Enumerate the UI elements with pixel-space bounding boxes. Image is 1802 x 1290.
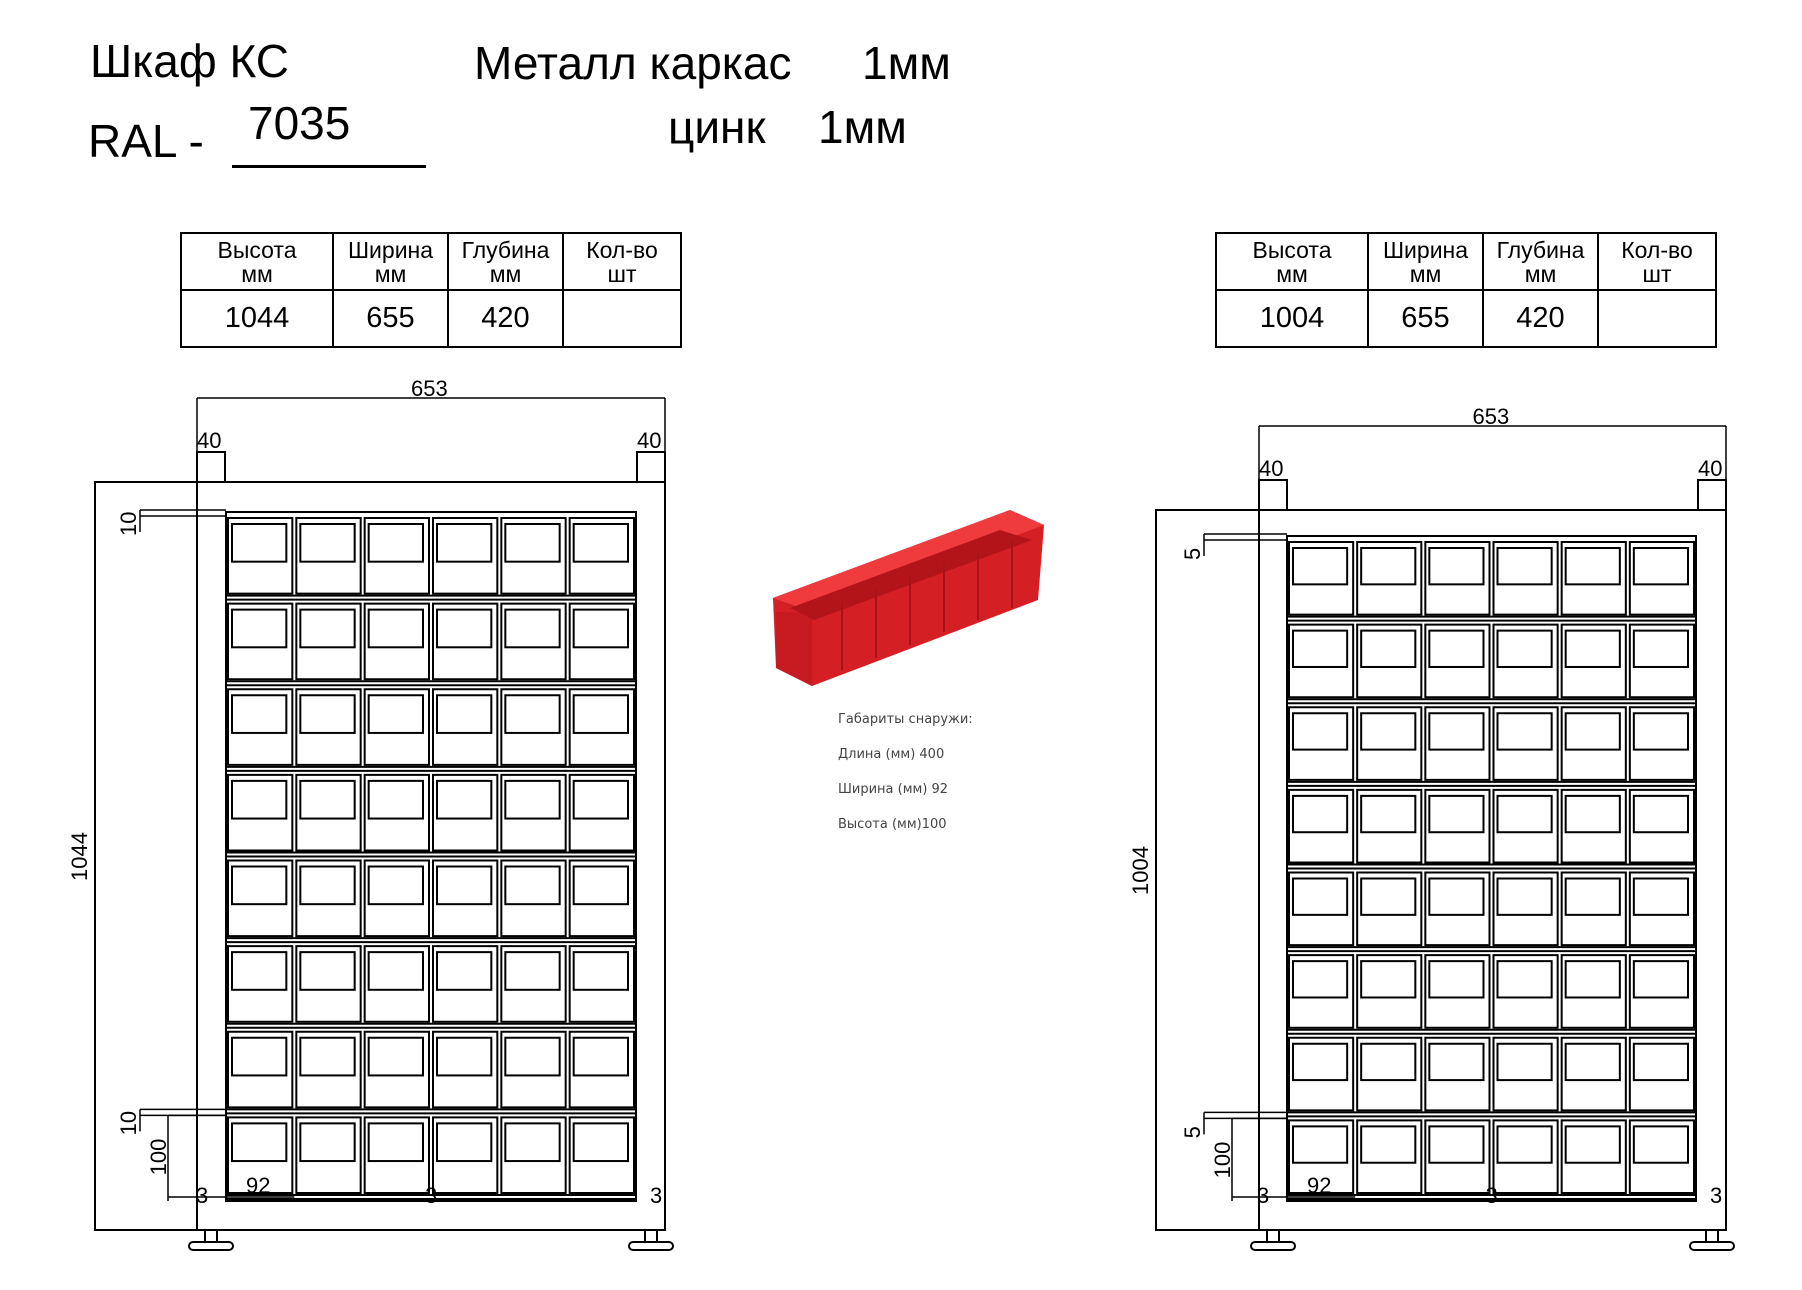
width-label: 653 (1472, 404, 1510, 429)
bin-slot (1425, 955, 1489, 1028)
bin-label-window (1293, 548, 1347, 584)
shelf-frame (226, 512, 636, 1201)
bin-slot (501, 861, 565, 937)
bin-label-window (574, 695, 628, 733)
bin-slot (1562, 707, 1626, 780)
bin-label-window (369, 952, 423, 990)
foot-stem (205, 1230, 217, 1242)
bin-label-window (1634, 631, 1688, 667)
header-quantity: Кол-во шт (1598, 233, 1716, 290)
bin-slot (570, 1032, 634, 1108)
bin-slot (433, 1032, 497, 1108)
left-post-label: 40 (1259, 456, 1284, 481)
bin-label-window (1293, 713, 1347, 749)
bin-slot (501, 946, 565, 1022)
value-height: 1004 (1216, 290, 1368, 347)
bin-slot (365, 1117, 429, 1193)
value-depth: 420 (1483, 290, 1598, 347)
metal-frame-label: Металл каркас (474, 37, 792, 89)
bin-slot (1630, 1120, 1694, 1193)
bin-slot (433, 861, 497, 937)
bin-slot (1494, 790, 1558, 863)
side-gap-right-label: 3 (650, 1183, 663, 1208)
bin-slot (228, 861, 292, 937)
bin-label-window (232, 610, 286, 648)
bin-slot (1630, 1038, 1694, 1111)
ral-value: 7035 (248, 97, 351, 149)
bin-height-label: 100 (1210, 1141, 1235, 1179)
bin-label-window (1566, 1126, 1620, 1162)
bin-label-window (232, 1123, 286, 1161)
bin-slot (228, 946, 292, 1022)
bin-slot (1425, 542, 1489, 615)
top-gap-label: 5 (1180, 547, 1205, 560)
cabinet-drawing-left (67, 376, 673, 1250)
bin-label-window (1361, 1126, 1415, 1162)
bin-slot (365, 689, 429, 765)
bin-slot (365, 518, 429, 594)
bin-slot (433, 775, 497, 851)
bin-slot (1630, 625, 1694, 698)
bin-label-window (1361, 1044, 1415, 1080)
bin-slot (296, 1032, 360, 1108)
bin-slot (1425, 1038, 1489, 1111)
bin-slot (1562, 542, 1626, 615)
bin-slot (501, 1117, 565, 1193)
bin-slot (296, 1117, 360, 1193)
bin-end-face (776, 612, 812, 686)
bin-slot (570, 689, 634, 765)
foot-stem (1706, 1230, 1718, 1242)
bin-slot (1562, 1120, 1626, 1193)
bin-slot (1630, 790, 1694, 863)
bin-label-window (232, 867, 286, 905)
bin-slot (501, 1032, 565, 1108)
value-width: 655 (1368, 290, 1483, 347)
bin-label-window (1293, 631, 1347, 667)
bin-slot (228, 1117, 292, 1193)
side-gap-left-label: 3 (1257, 1183, 1270, 1208)
bin-width: Ширина (мм) 92 (838, 782, 949, 797)
bin-label-window (574, 1123, 628, 1161)
header-depth: Глубина мм (448, 233, 563, 290)
bin-label-window (574, 524, 628, 562)
bin-slot (296, 518, 360, 594)
bin-slot (570, 861, 634, 937)
bin-label-window (1361, 713, 1415, 749)
bin-label-window (1566, 796, 1620, 832)
bin-label-window (1429, 1044, 1483, 1080)
bin-label-window (574, 867, 628, 905)
foot-pad (1251, 1242, 1295, 1250)
red-bin-image (773, 510, 1044, 686)
bin-label-window (574, 952, 628, 990)
height-label: 1044 (67, 832, 92, 881)
bin-label-window (1498, 548, 1552, 584)
bin-slot (1357, 542, 1421, 615)
bin-label-window (1429, 631, 1483, 667)
post-left-top (1259, 480, 1287, 510)
bin-slot (1289, 1120, 1353, 1193)
bin-label-window (300, 610, 354, 648)
bin-inner (790, 530, 1032, 620)
bin-label-window (1566, 879, 1620, 915)
bin-slot (1562, 625, 1626, 698)
bin-label-window (1429, 796, 1483, 832)
bin-slot (296, 775, 360, 851)
width-label: 653 (411, 376, 448, 401)
bin-slot (365, 861, 429, 937)
bin-label-window (1566, 631, 1620, 667)
bin-label-window (1566, 548, 1620, 584)
bin-slot (501, 689, 565, 765)
bin-slot (1289, 955, 1353, 1028)
bin-slot (1357, 1038, 1421, 1111)
bin-label-window (1361, 796, 1415, 832)
bin-label-window (1293, 1126, 1347, 1162)
bin-width-label: 92 (246, 1173, 271, 1198)
bin-slot (1494, 1120, 1558, 1193)
bin-label-window (437, 781, 491, 819)
bin-slot (228, 775, 292, 851)
bin-label-window (300, 867, 354, 905)
bin-label-window (369, 695, 423, 733)
foot-pad (629, 1242, 673, 1250)
bin-label-window (437, 952, 491, 990)
bin-height: Высота (мм)100 (838, 817, 947, 832)
bin-slot (1562, 790, 1626, 863)
bin-label-window (1566, 713, 1620, 749)
post-right-top (1698, 480, 1726, 510)
bin-label-window (505, 524, 559, 562)
bin-label-window (437, 695, 491, 733)
bin-slot (365, 946, 429, 1022)
side-gap-left-label: 3 (196, 1183, 209, 1208)
bin-slot (1289, 707, 1353, 780)
bin-label-window (1566, 1044, 1620, 1080)
bin-slot (501, 518, 565, 594)
bin-label-window (1498, 879, 1552, 915)
right-post-label: 40 (1698, 456, 1723, 481)
bin-slot (433, 1117, 497, 1193)
bin-label-window (1429, 713, 1483, 749)
bin-slot (296, 861, 360, 937)
bin-label-window (369, 781, 423, 819)
bin-label-window (1429, 879, 1483, 915)
bin-slot (1357, 955, 1421, 1028)
bin-label-window (1634, 796, 1688, 832)
metal-frame-thickness: 1мм (862, 37, 951, 89)
bin-label-window (1498, 961, 1552, 997)
foot-pad (1690, 1242, 1734, 1250)
foot-pad (189, 1242, 233, 1250)
bin-slot (501, 775, 565, 851)
bin-label-window (369, 1038, 423, 1076)
bin-slot (433, 946, 497, 1022)
bin-slot (1289, 790, 1353, 863)
bin-slot (1494, 873, 1558, 946)
bin-label-window (1498, 1126, 1552, 1162)
bin-slot (1630, 707, 1694, 780)
bin-label-window (1634, 1044, 1688, 1080)
top-gap-label: 10 (116, 511, 141, 536)
bin-label-window (300, 695, 354, 733)
bin-label-window (1361, 631, 1415, 667)
bin-slot (1425, 1120, 1489, 1193)
post-left-top (197, 452, 225, 482)
bin-label-window (369, 867, 423, 905)
bin-label-window (1498, 796, 1552, 832)
bin-slot (1357, 1120, 1421, 1193)
bin-label-window (232, 695, 286, 733)
bin-slot (501, 604, 565, 680)
bin-slot (228, 1032, 292, 1108)
bin-label-window (505, 781, 559, 819)
bin-slot (570, 518, 634, 594)
height-label: 1004 (1128, 846, 1153, 895)
zinc-label: цинк (668, 101, 766, 153)
bin-label-window (232, 1038, 286, 1076)
header-width: Ширина мм (333, 233, 448, 290)
bin-slot (1425, 625, 1489, 698)
bin-slot (1357, 790, 1421, 863)
zinc-thickness: 1мм (818, 101, 907, 153)
bin-label-window (232, 524, 286, 562)
bin-length: Длина (мм) 400 (838, 747, 945, 762)
bin-slot (1630, 873, 1694, 946)
bin-label-window (369, 1123, 423, 1161)
bin-slot (570, 604, 634, 680)
bin-slot (296, 689, 360, 765)
bin-label-window (437, 1038, 491, 1076)
bin-width-label: 92 (1307, 1173, 1332, 1198)
bin-label-window (1566, 961, 1620, 997)
bin-slot (296, 604, 360, 680)
bin-label-window (1498, 631, 1552, 667)
mid-gap-label: 3 (425, 1183, 438, 1208)
value-quantity[interactable] (563, 290, 681, 347)
cabinet-drawing-right (1128, 404, 1734, 1250)
bin-label-window (1634, 961, 1688, 997)
bin-slot (365, 775, 429, 851)
bin-label-window (300, 524, 354, 562)
foot-stem (1267, 1230, 1279, 1242)
bin-label-window (369, 610, 423, 648)
value-depth: 420 (448, 290, 563, 347)
bin-slot (1357, 873, 1421, 946)
bin-label-window (1634, 1126, 1688, 1162)
header-height: Высота мм (181, 233, 333, 290)
bin-slot (1494, 542, 1558, 615)
bin-label-window (505, 695, 559, 733)
bin-label-window (300, 952, 354, 990)
bin-rim (773, 510, 1044, 612)
side-gap-right-label: 3 (1710, 1183, 1723, 1208)
bin-slot (1357, 707, 1421, 780)
bin-slot (1289, 873, 1353, 946)
bin-slot (433, 518, 497, 594)
bin-label-window (437, 524, 491, 562)
bin-label-window (1361, 879, 1415, 915)
value-quantity[interactable] (1598, 290, 1716, 347)
bin-slot (1425, 790, 1489, 863)
bin-slot (433, 689, 497, 765)
bin-slot (1289, 542, 1353, 615)
bin-slot (365, 604, 429, 680)
bin-label-window (1429, 1126, 1483, 1162)
bin-label-window (1361, 548, 1415, 584)
bin-label-window (300, 781, 354, 819)
bin-label-window (437, 867, 491, 905)
bin-slot (1494, 625, 1558, 698)
bin-slot (228, 604, 292, 680)
spec-table-left (180, 232, 682, 348)
left-post-label: 40 (197, 428, 222, 453)
bin-slot (570, 1117, 634, 1193)
ral-label: RAL - (88, 115, 204, 167)
bin-label-window (1634, 713, 1688, 749)
bin-slot (570, 775, 634, 851)
bin-slot (570, 946, 634, 1022)
bin-label-window (1293, 1044, 1347, 1080)
bottom-gap-label: 5 (1180, 1126, 1205, 1139)
bin-caption: Габариты снаружи: (838, 712, 973, 727)
bottom-gap-label: 10 (116, 1110, 141, 1136)
bin-label-window (1498, 1044, 1552, 1080)
mid-gap-label: 3 (1485, 1183, 1498, 1208)
bin-slot (296, 946, 360, 1022)
bin-slot (1494, 707, 1558, 780)
bin-slot (1562, 1038, 1626, 1111)
bin-label-window (369, 524, 423, 562)
bin-slot (228, 689, 292, 765)
bin-label-window (505, 1123, 559, 1161)
cabinet-title: Шкаф КС (90, 35, 290, 87)
bin-label-window (300, 1038, 354, 1076)
bin-height-label: 100 (146, 1138, 171, 1176)
bin-label-window (1361, 961, 1415, 997)
bin-label-window (232, 952, 286, 990)
bin-slot (1289, 1038, 1353, 1111)
shelf-frame (1287, 536, 1696, 1201)
ral-underline (232, 165, 426, 168)
right-post-label: 40 (637, 428, 662, 453)
bin-label-window (505, 952, 559, 990)
bin-label-window (1293, 961, 1347, 997)
bin-label-window (1634, 879, 1688, 915)
bin-label-window (1429, 961, 1483, 997)
bin-slot (228, 518, 292, 594)
bin-slot (1562, 955, 1626, 1028)
value-height: 1044 (181, 290, 333, 347)
cabinet-body (95, 482, 665, 1230)
bin-label-window (437, 1123, 491, 1161)
bin-label-window (1498, 713, 1552, 749)
bin-slot (1357, 625, 1421, 698)
bin-label-window (574, 781, 628, 819)
bin-front-face (773, 510, 1044, 686)
bin-label-window (1429, 548, 1483, 584)
header-depth: Глубина мм (1483, 233, 1598, 290)
bin-label-window (1293, 796, 1347, 832)
bin-slot (1494, 1038, 1558, 1111)
bin-label-window (505, 610, 559, 648)
bin-slot (433, 604, 497, 680)
bin-label-window (574, 610, 628, 648)
bin-label-window (437, 610, 491, 648)
bin-label-window (505, 867, 559, 905)
bin-label-window (300, 1123, 354, 1161)
foot-stem (645, 1230, 657, 1242)
bin-slot (1494, 955, 1558, 1028)
post-right-top (637, 452, 665, 482)
bin-slot (1630, 955, 1694, 1028)
bin-label-window (505, 1038, 559, 1076)
bin-slot (1289, 625, 1353, 698)
spec-table-right (1215, 232, 1717, 348)
value-width: 655 (333, 290, 448, 347)
header-quantity: Кол-во шт (563, 233, 681, 290)
bin-label-window (574, 1038, 628, 1076)
bin-slot (1425, 707, 1489, 780)
cabinet-body (1156, 510, 1726, 1230)
bin-label-window (1293, 879, 1347, 915)
bin-label-window (1634, 548, 1688, 584)
header-height: Высота мм (1216, 233, 1368, 290)
bin-label-window (232, 781, 286, 819)
bin-slot (1562, 873, 1626, 946)
bin-slot (1425, 873, 1489, 946)
bin-slot (365, 1032, 429, 1108)
header-width: Ширина мм (1368, 233, 1483, 290)
bin-slot (1630, 542, 1694, 615)
